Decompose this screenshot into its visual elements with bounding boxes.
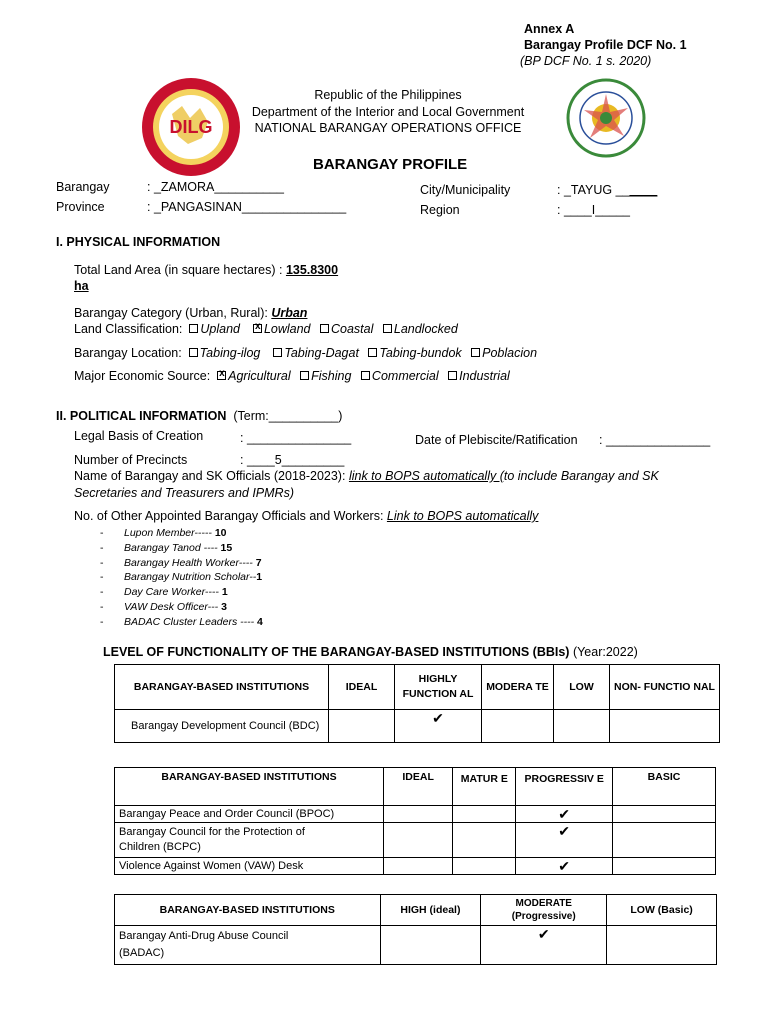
- bdc-non-functional[interactable]: [610, 710, 720, 743]
- plebiscite-value: : _______________: [599, 433, 711, 447]
- bdc-moderate[interactable]: [482, 710, 554, 743]
- bbi-table-1: [114, 664, 720, 743]
- table-header: BARANGAY-BASED INSTITUTIONS: [115, 665, 329, 710]
- list-item: - BADAC Cluster Leaders ---- 4: [100, 615, 263, 628]
- tabing-ilog-checkbox[interactable]: [189, 348, 198, 357]
- list-item: - Barangay Health Worker---- 7: [100, 556, 262, 569]
- page-title: BARANGAY PROFILE: [313, 156, 468, 173]
- barangay-category: Barangay Category (Urban, Rural): Urban: [74, 306, 308, 320]
- table-row: [115, 823, 716, 858]
- land-area: Total Land Area (in square hectares) : 135.8300: [74, 263, 339, 277]
- barangay-location: Barangay Location: Tabing-ilog Tabing-Dagat Tabing-bundok Poblacion: [74, 346, 538, 360]
- annex-form-number: Barangay Profile DCF No. 1: [524, 38, 687, 52]
- header-republic: Republic of the Philippines: [314, 88, 462, 102]
- table-row: [115, 926, 717, 965]
- list-item: - Barangay Nutrition Scholar--1: [100, 571, 263, 584]
- bpoc-basic[interactable]: [613, 806, 716, 823]
- tabing-dagat-checkbox[interactable]: [273, 348, 282, 357]
- table-header: BARANGAY-BASED INSTITUTIONS: [115, 895, 381, 926]
- annex-label: Annex A: [524, 22, 575, 36]
- province-label: Province: [56, 200, 105, 214]
- land-classification: Land Classification: Upland x Lowland Coastal Landlocked: [74, 322, 458, 336]
- bdc-low[interactable]: [554, 710, 610, 743]
- table-row: [115, 858, 716, 875]
- vaw-ideal[interactable]: [383, 858, 452, 875]
- list-item: - VAW Desk Officer--- 3: [100, 600, 227, 613]
- precincts-label: Number of Precincts: [74, 453, 188, 467]
- landlocked-checkbox[interactable]: [383, 324, 392, 333]
- legal-basis-value: : _______________: [240, 431, 352, 445]
- appointed-link[interactable]: Link to BOPS automatically: [386, 509, 539, 523]
- political-heading: II. POLITICAL INFORMATION (Term:__________): [56, 409, 343, 423]
- officials-link[interactable]: link to BOPS automatically (: [348, 469, 504, 483]
- list-item: - Lupon Member----- 10: [100, 527, 227, 539]
- list-item: - Day Care Worker---- 1: [100, 586, 228, 599]
- bdc-highly-functional[interactable]: ✔: [395, 710, 482, 743]
- physical-heading: I. PHYSICAL INFORMATION: [56, 235, 221, 249]
- plebiscite-label: Date of Plebiscite/Ratification: [415, 433, 578, 447]
- annex-series: (BP DCF No. 1 s. 2020): [520, 54, 652, 68]
- table-header: LOW: [554, 665, 610, 710]
- bcpc-name: Barangay Council for the Protection of Children (BCPC): [115, 823, 384, 858]
- bcpc-mature[interactable]: [453, 823, 516, 858]
- bpoc-progressive[interactable]: ✔: [516, 806, 613, 823]
- bdc-name: Barangay Development Council (BDC): [115, 710, 329, 743]
- province-value: : _PANGASINAN_______________: [147, 200, 347, 214]
- header-office: NATIONAL BARANGAY OPERATIONS OFFICE: [254, 121, 522, 135]
- bdc-ideal[interactable]: [329, 710, 395, 743]
- bcpc-ideal[interactable]: [383, 823, 452, 858]
- vaw-mature[interactable]: [453, 858, 516, 875]
- badac-low[interactable]: [607, 926, 717, 965]
- precincts-value: : ____5_________: [240, 453, 345, 467]
- city-value: : _TAYUG ______: [557, 183, 658, 197]
- badac-high[interactable]: [380, 926, 481, 965]
- coastal-checkbox[interactable]: [320, 324, 329, 333]
- table-header: NON- FUNCTIO NAL: [610, 665, 720, 710]
- table-header: HIGH (ideal): [380, 895, 481, 926]
- bcpc-basic[interactable]: [613, 823, 716, 858]
- vaw-basic[interactable]: [613, 858, 716, 875]
- agricultural-checkbox[interactable]: [217, 371, 226, 380]
- city-label: City/Municipality: [420, 183, 511, 197]
- bcpc-progressive[interactable]: ✔: [516, 823, 613, 858]
- table-header: IDEAL: [329, 665, 395, 710]
- bbi-table-2: [114, 767, 716, 875]
- commercial-checkbox[interactable]: [361, 371, 370, 380]
- table-header: IDEAL: [383, 768, 452, 806]
- table-header: BARANGAY-BASED INSTITUTIONS: [115, 768, 384, 806]
- vaw-progressive[interactable]: ✔: [516, 858, 613, 875]
- table-header: BASIC: [613, 768, 716, 806]
- land-area-unit: ha: [74, 279, 89, 293]
- list-item: - Barangay Tanod ---- 15: [100, 541, 233, 554]
- legal-basis-label: Legal Basis of Creation: [74, 429, 204, 443]
- poblacion-checkbox[interactable]: [471, 348, 480, 357]
- region-value: : ____I_____: [557, 203, 630, 217]
- table-header: LOW (Basic): [607, 895, 717, 926]
- bpoc-name: Barangay Peace and Order Council (BPOC): [115, 806, 384, 823]
- officials-line1: Name of Barangay and SK Officials (2018-2023): link to BOPS automatically (to include Barangay and SK: [74, 469, 659, 483]
- header-department: Department of the Interior and Local Government: [251, 105, 525, 119]
- table-header: MATUR E: [453, 768, 516, 806]
- badac-name: Barangay Anti-Drug Abuse Council (BADAC): [115, 926, 381, 965]
- svg-text:DILG: DILG: [169, 117, 213, 137]
- table-header: PROGRESSIV E: [516, 768, 613, 806]
- table-row: [115, 710, 720, 743]
- table-header: MODERA TE: [482, 665, 554, 710]
- officials-line2: Secretaries and Treasurers and IPMRs): [74, 486, 294, 500]
- bpoc-ideal[interactable]: [383, 806, 452, 823]
- table-header: MODERATE (Progressive): [481, 895, 607, 926]
- badac-moderate[interactable]: ✔: [481, 926, 607, 965]
- fishing-checkbox[interactable]: [300, 371, 309, 380]
- industrial-checkbox[interactable]: [448, 371, 457, 380]
- lowland-checkbox[interactable]: [253, 324, 262, 333]
- workers-list: [100, 526, 263, 630]
- region-label: Region: [420, 203, 460, 217]
- barangay-seal: [566, 78, 646, 158]
- dilg-logo: [142, 78, 240, 176]
- barangay-label: Barangay: [56, 180, 110, 194]
- table-header: HIGHLY FUNCTION AL: [395, 665, 482, 710]
- bbi-table-3: [114, 894, 717, 965]
- table-row: [115, 806, 716, 823]
- vaw-name: Violence Against Women (VAW) Desk: [115, 858, 384, 875]
- tabing-bundok-checkbox[interactable]: [368, 348, 377, 357]
- upland-checkbox[interactable]: [189, 324, 198, 333]
- bpoc-mature[interactable]: [453, 806, 516, 823]
- appointed-line: No. of Other Appointed Barangay Officials and Workers: Link to BOPS automatically: [74, 509, 539, 523]
- functionality-heading: LEVEL OF FUNCTIONALITY OF THE BARANGAY-BASED INSTITUTIONS (BBIs) (Year:2022): [103, 645, 638, 659]
- barangay-value: : _ZAMORA__________: [147, 180, 284, 194]
- economic-source: Major Economic Source: x Agricultural Fishing Commercial Industrial: [74, 369, 510, 383]
